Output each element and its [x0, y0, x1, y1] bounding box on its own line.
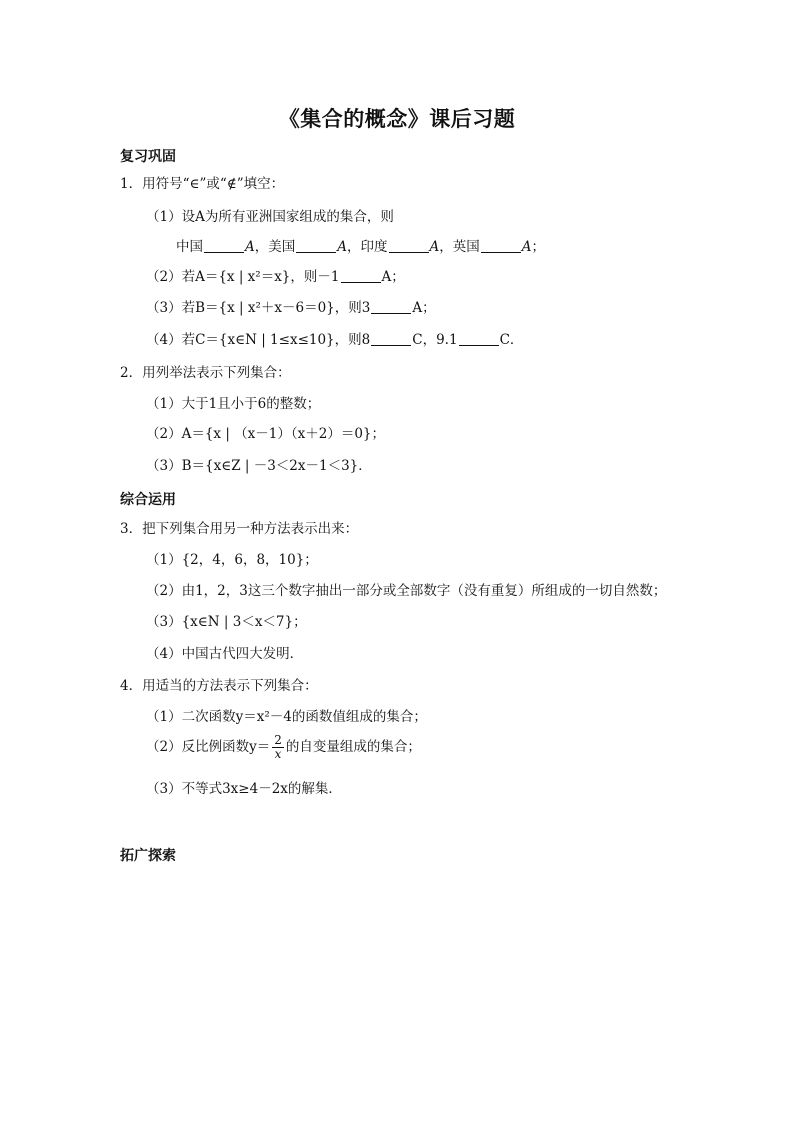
- fraction-numerator: 2: [274, 733, 282, 747]
- q4-part2: [146, 734, 421, 761]
- q4-part2-end: 的自变量组成的集合；: [285, 739, 421, 755]
- q1-part3-text: （3）若B＝{x | x²＋x－6＝0}，则3: [146, 300, 371, 316]
- answer-blank[interactable]: [481, 238, 521, 253]
- q1-china-label: 中国: [176, 239, 203, 255]
- q4-part1: （1）二次函数y＝x²－4的函数值组成的集合；: [146, 709, 427, 725]
- q3-part1: （1）{2，4，6，8，10}；: [146, 552, 318, 568]
- q1-usa-label: ，美国: [254, 239, 296, 255]
- q3-part3: （3）{x∈N | 3＜x＜7}；: [146, 614, 307, 630]
- section-review-heading: 复习巩固: [120, 149, 176, 165]
- page-title: 《集合的概念》课后习题: [278, 106, 516, 131]
- set-a-symbol: A: [245, 239, 255, 255]
- q1-part4: [146, 331, 523, 349]
- q1-part1-intro: （1）设A为所有亚洲国家组成的集合，则: [146, 209, 394, 225]
- section-explore-heading: 拓广探索: [120, 848, 176, 864]
- q4-part2-text: （2）反比例函数y＝: [146, 739, 271, 755]
- q3-part2: （2）由1，2，3这三个数字抽出一部分或全部数字（没有重复）所组成的一切自然数；: [146, 583, 667, 599]
- q2-part1: （1）大于1且小于6的整数；: [146, 396, 321, 412]
- q3-stem: 3．把下列集合用另一种方法表示出来：: [120, 521, 359, 537]
- q3-part4: （4）中国古代四大发明．: [146, 646, 304, 662]
- q1-part4-mid: C，9.1: [412, 332, 458, 348]
- q1-stem: 1．用符号“∈”或“∉”填空：: [120, 176, 285, 192]
- q1-uk-label: ，英国: [439, 239, 480, 255]
- q4-stem: 4．用适当的方法表示下列集合：: [120, 678, 318, 694]
- q1-part1-end: ；: [531, 239, 545, 255]
- q2-part3: （3）B＝{x∈Z | －3＜2x－1＜3}．: [146, 458, 372, 474]
- set-a-symbol: A: [429, 239, 440, 255]
- answer-blank[interactable]: [389, 238, 429, 253]
- q4-part3: （3）不等式3x≥4－2x的解集．: [146, 781, 342, 797]
- q1-part2-text: （2）若A＝{x | x²＝x}，则－1: [146, 269, 340, 285]
- answer-blank[interactable]: [341, 268, 381, 283]
- fraction-denominator: x: [274, 747, 282, 761]
- q1-part2: [146, 268, 405, 286]
- answer-blank[interactable]: [371, 331, 411, 346]
- set-a-symbol: A: [521, 239, 532, 255]
- q1-part1-blanks: [176, 238, 545, 256]
- answer-blank[interactable]: [371, 299, 411, 314]
- section-apply-heading: 综合运用: [120, 492, 176, 508]
- answer-blank[interactable]: [459, 331, 499, 346]
- answer-blank[interactable]: [296, 238, 336, 253]
- q1-part3: [146, 299, 436, 317]
- q1-part2-end: A；: [381, 269, 405, 285]
- q2-stem: 2．用列举法表示下列集合：: [120, 365, 291, 381]
- q2-part2: （2）A＝{x | （x－1）（x＋2）＝0}；: [146, 426, 386, 442]
- fraction: [272, 734, 284, 761]
- q1-part4-end: C．: [499, 332, 524, 348]
- answer-blank[interactable]: [204, 238, 244, 253]
- q1-part4-text: （4）若C＝{x∈N | 1≤x≤10}，则8: [146, 332, 371, 348]
- q1-part3-end: A；: [412, 300, 436, 316]
- q1-india-label: ，印度: [347, 239, 388, 255]
- set-a-symbol: A: [337, 239, 347, 255]
